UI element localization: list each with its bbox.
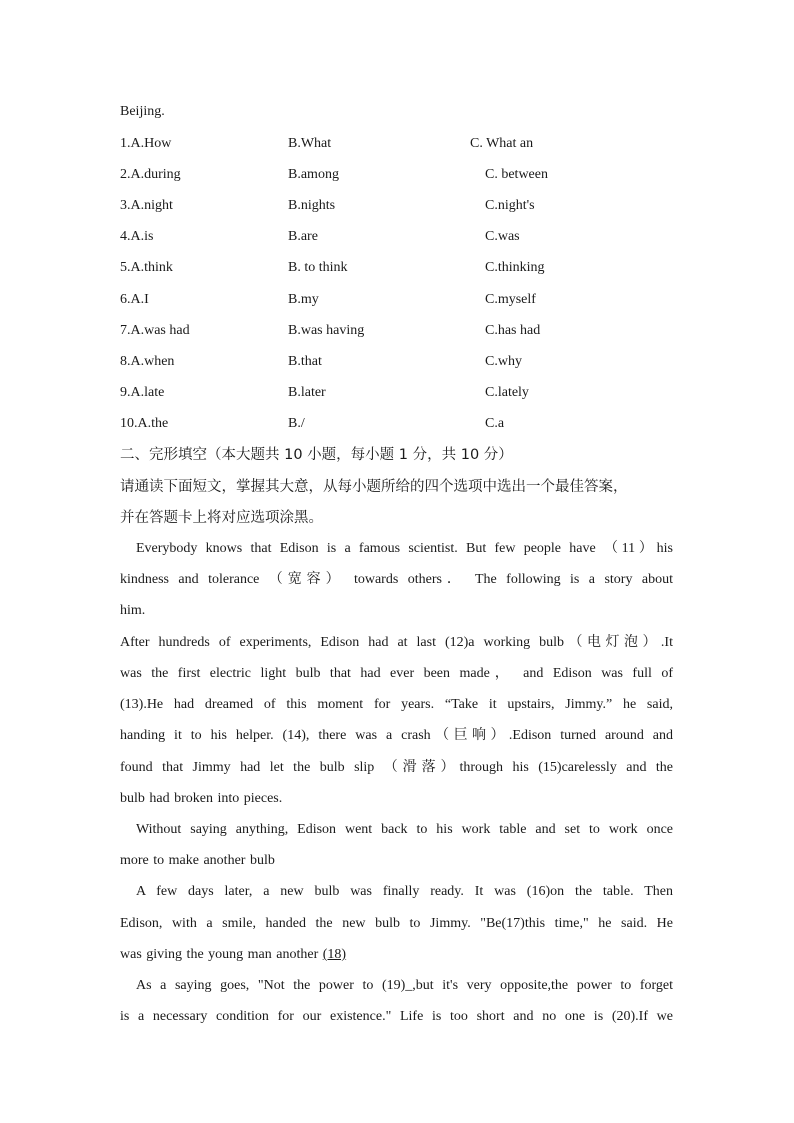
option-c: C.lately [485,385,529,400]
option-b: B.What [288,136,332,151]
option-c: C. What an [470,136,534,151]
option-row-4 [0,227,794,247]
passage-line: him. [120,603,146,618]
section-title: 二、完形填空（本大题共 10 小题，每小题 1 分，共 10 分） [120,447,513,463]
option-row-8 [0,352,794,372]
option-a: 7.A.was had [120,323,190,338]
passage-line: handing it to his helper. (14), there was a crash（巨响）.Edison turned around and [120,728,673,743]
option-a: 10.A.the [120,416,169,431]
option-c: C.night's [485,198,535,213]
option-b: B.are [288,229,318,244]
option-a: 4.A.is [120,229,154,244]
option-row-6 [0,290,794,310]
passage-line: Without saying anything, Edison went back to his work table and set to work once [136,822,673,837]
passage-line: After hundreds of experiments, Edison had at last (12)a working bulb（电灯泡）.It [120,635,673,650]
option-c: C.has had [485,323,541,338]
option-b: B./ [288,416,305,431]
passage-line: is a necessary condition for our existence." Life is too short and no one is (20).If we [120,1009,673,1024]
section-instruction: 请通读下面短文，掌握其大意，从每小题所给的四个选项中选出一个最佳答案， [120,479,628,495]
passage-line: more to make another bulb [120,853,275,868]
passage-line: Edison, with a smile, handed the new bulb to Jimmy. "Be(17)this time," he said. He [120,916,673,931]
passage-text: was giving the young man another [120,947,323,962]
option-row-3 [0,196,794,216]
option-c: C. between [485,167,548,182]
section-instruction: 并在答题卡上将对应选项涂黑。 [120,510,323,526]
option-a: 1.A.How [120,136,172,151]
option-row-7 [0,321,794,341]
option-c: C.myself [485,292,536,307]
passage-tail-line: Beijing. [120,104,165,119]
option-a: 3.A.night [120,198,173,213]
passage-line: found that Jimmy had let the bulb slip （滑落）through his (15)carelessly and the [120,760,673,775]
option-a: 6.A.I [120,292,149,307]
passage-line: was the first electric light bulb that had ever been made， and Edison was full of [120,666,673,681]
option-c: C.why [485,354,522,369]
option-row-5 [0,258,794,278]
option-row-9 [0,383,794,403]
option-b: B.was having [288,323,365,338]
passage-line: kindness and tolerance （宽容） towards others． The following is a story about [120,572,673,587]
option-b: B.nights [288,198,336,213]
option-b: B.later [288,385,326,400]
option-row-1 [0,134,794,154]
blank-18: (18) [322,947,347,962]
option-a: 5.A.think [120,260,173,275]
passage-line: As a saying goes, "Not the power to (19)_,but it's very opposite,the power to forget [136,978,673,993]
option-b: B.that [288,354,322,369]
option-row-2 [0,165,794,185]
passage-line: Everybody knows that Edison is a famous scientist. But few people have （11）his [136,541,673,556]
option-a: 9.A.late [120,385,165,400]
passage-line: bulb had broken into pieces. [120,791,283,806]
option-b: B. to think [288,260,348,275]
option-b: B.among [288,167,339,182]
passage-line: (13).He had dreamed of this moment for years. “Take it upstairs, Jimmy.” he said, [120,697,673,712]
option-row-10 [0,414,794,434]
option-a: 2.A.during [120,167,181,182]
passage-line: A few days later, a new bulb was finally ready. It was (16)on the table. Then [136,884,673,899]
option-b: B.my [288,292,319,307]
passage-line [120,945,673,965]
option-c: C.was [485,229,520,244]
option-c: C.a [485,416,505,431]
option-c: C.thinking [485,260,545,275]
option-a: 8.A.when [120,354,175,369]
